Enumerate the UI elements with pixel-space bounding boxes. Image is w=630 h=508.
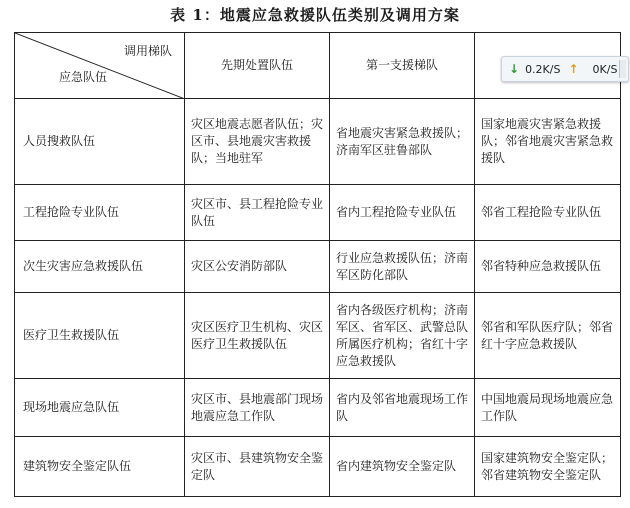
cell-initial: 灾区地震志愿者队伍；灾区市、县地震灾害救援队；当地驻军 [185,99,330,185]
col-header-first-support: 第一支援梯队 [330,33,475,99]
table-row [15,185,621,241]
cell-initial: 灾区公安消防部队 [185,241,330,293]
upload-speed: 0K/S [592,62,618,76]
row-label: 人员搜救队伍 [15,99,185,185]
col-header-initial: 先期处置队伍 [185,33,330,99]
cell-first-support: 省地震灾害紧急救援队；济南军区驻鲁部队 [330,99,475,185]
rescue-team-table [14,32,621,497]
cell-second-support: 邻省特种应急救援队伍 [475,241,621,293]
cell-first-support: 省内工程抢险专业队伍 [330,185,475,241]
table-row [15,379,621,437]
cell-second-support: 国家地震灾害紧急救援队；邻省地震灾害紧急救援队 [475,99,621,185]
cell-first-support: 省内各级医疗机构；济南军区、省军区、武警总队所属医疗机构；省红十字应急救援队 [330,293,475,379]
widget-drag-handle[interactable] [619,60,626,78]
corner-label-dispatch-tier: 调用梯队 [123,44,172,58]
cell-second-support: 邻省和军队医疗队；邻省红十字应急救援队 [475,293,621,379]
download-speed: 0.2K/S [525,62,561,76]
cell-initial: 灾区市、县工程抢险专业队伍 [185,185,330,241]
row-label: 现场地震应急队伍 [15,379,185,437]
network-speed-widget[interactable] [501,56,629,82]
row-label: 医疗卫生救援队伍 [15,293,185,379]
cell-second-support: 中国地震局现场地震应急工作队 [475,379,621,437]
table-row [15,99,621,185]
cell-initial: 灾区市、县建筑物安全鉴定队 [185,437,330,497]
cell-first-support: 省内建筑物安全鉴定队 [330,437,475,497]
corner-header-cell [15,33,185,99]
table-title: 表 1：地震应急救援队伍类别及调用方案 [170,6,460,24]
arrow-up-icon: ↑ [568,62,579,76]
table-row [15,437,621,497]
corner-label-emergency-team: 应急队伍 [59,70,108,84]
cell-second-support: 国家建筑物安全鉴定队；邻省建筑物安全鉴定队 [475,437,621,497]
cell-initial: 灾区市、县地震部门现场地震应急工作队 [185,379,330,437]
arrow-down-icon: ↓ [509,62,520,76]
cell-second-support: 邻省工程抢险专业队伍 [475,185,621,241]
row-label: 建筑物安全鉴定队伍 [15,437,185,497]
cell-first-support: 行业应急救援队伍；济南军区防化部队 [330,241,475,293]
row-label: 次生灾害应急救援队伍 [15,241,185,293]
table-row [15,293,621,379]
table-row [15,241,621,293]
row-label: 工程抢险专业队伍 [15,185,185,241]
cell-initial: 灾区医疗卫生机构、灾区医疗卫生救援队伍 [185,293,330,379]
cell-first-support: 省内及邻省地震现场工作队 [330,379,475,437]
